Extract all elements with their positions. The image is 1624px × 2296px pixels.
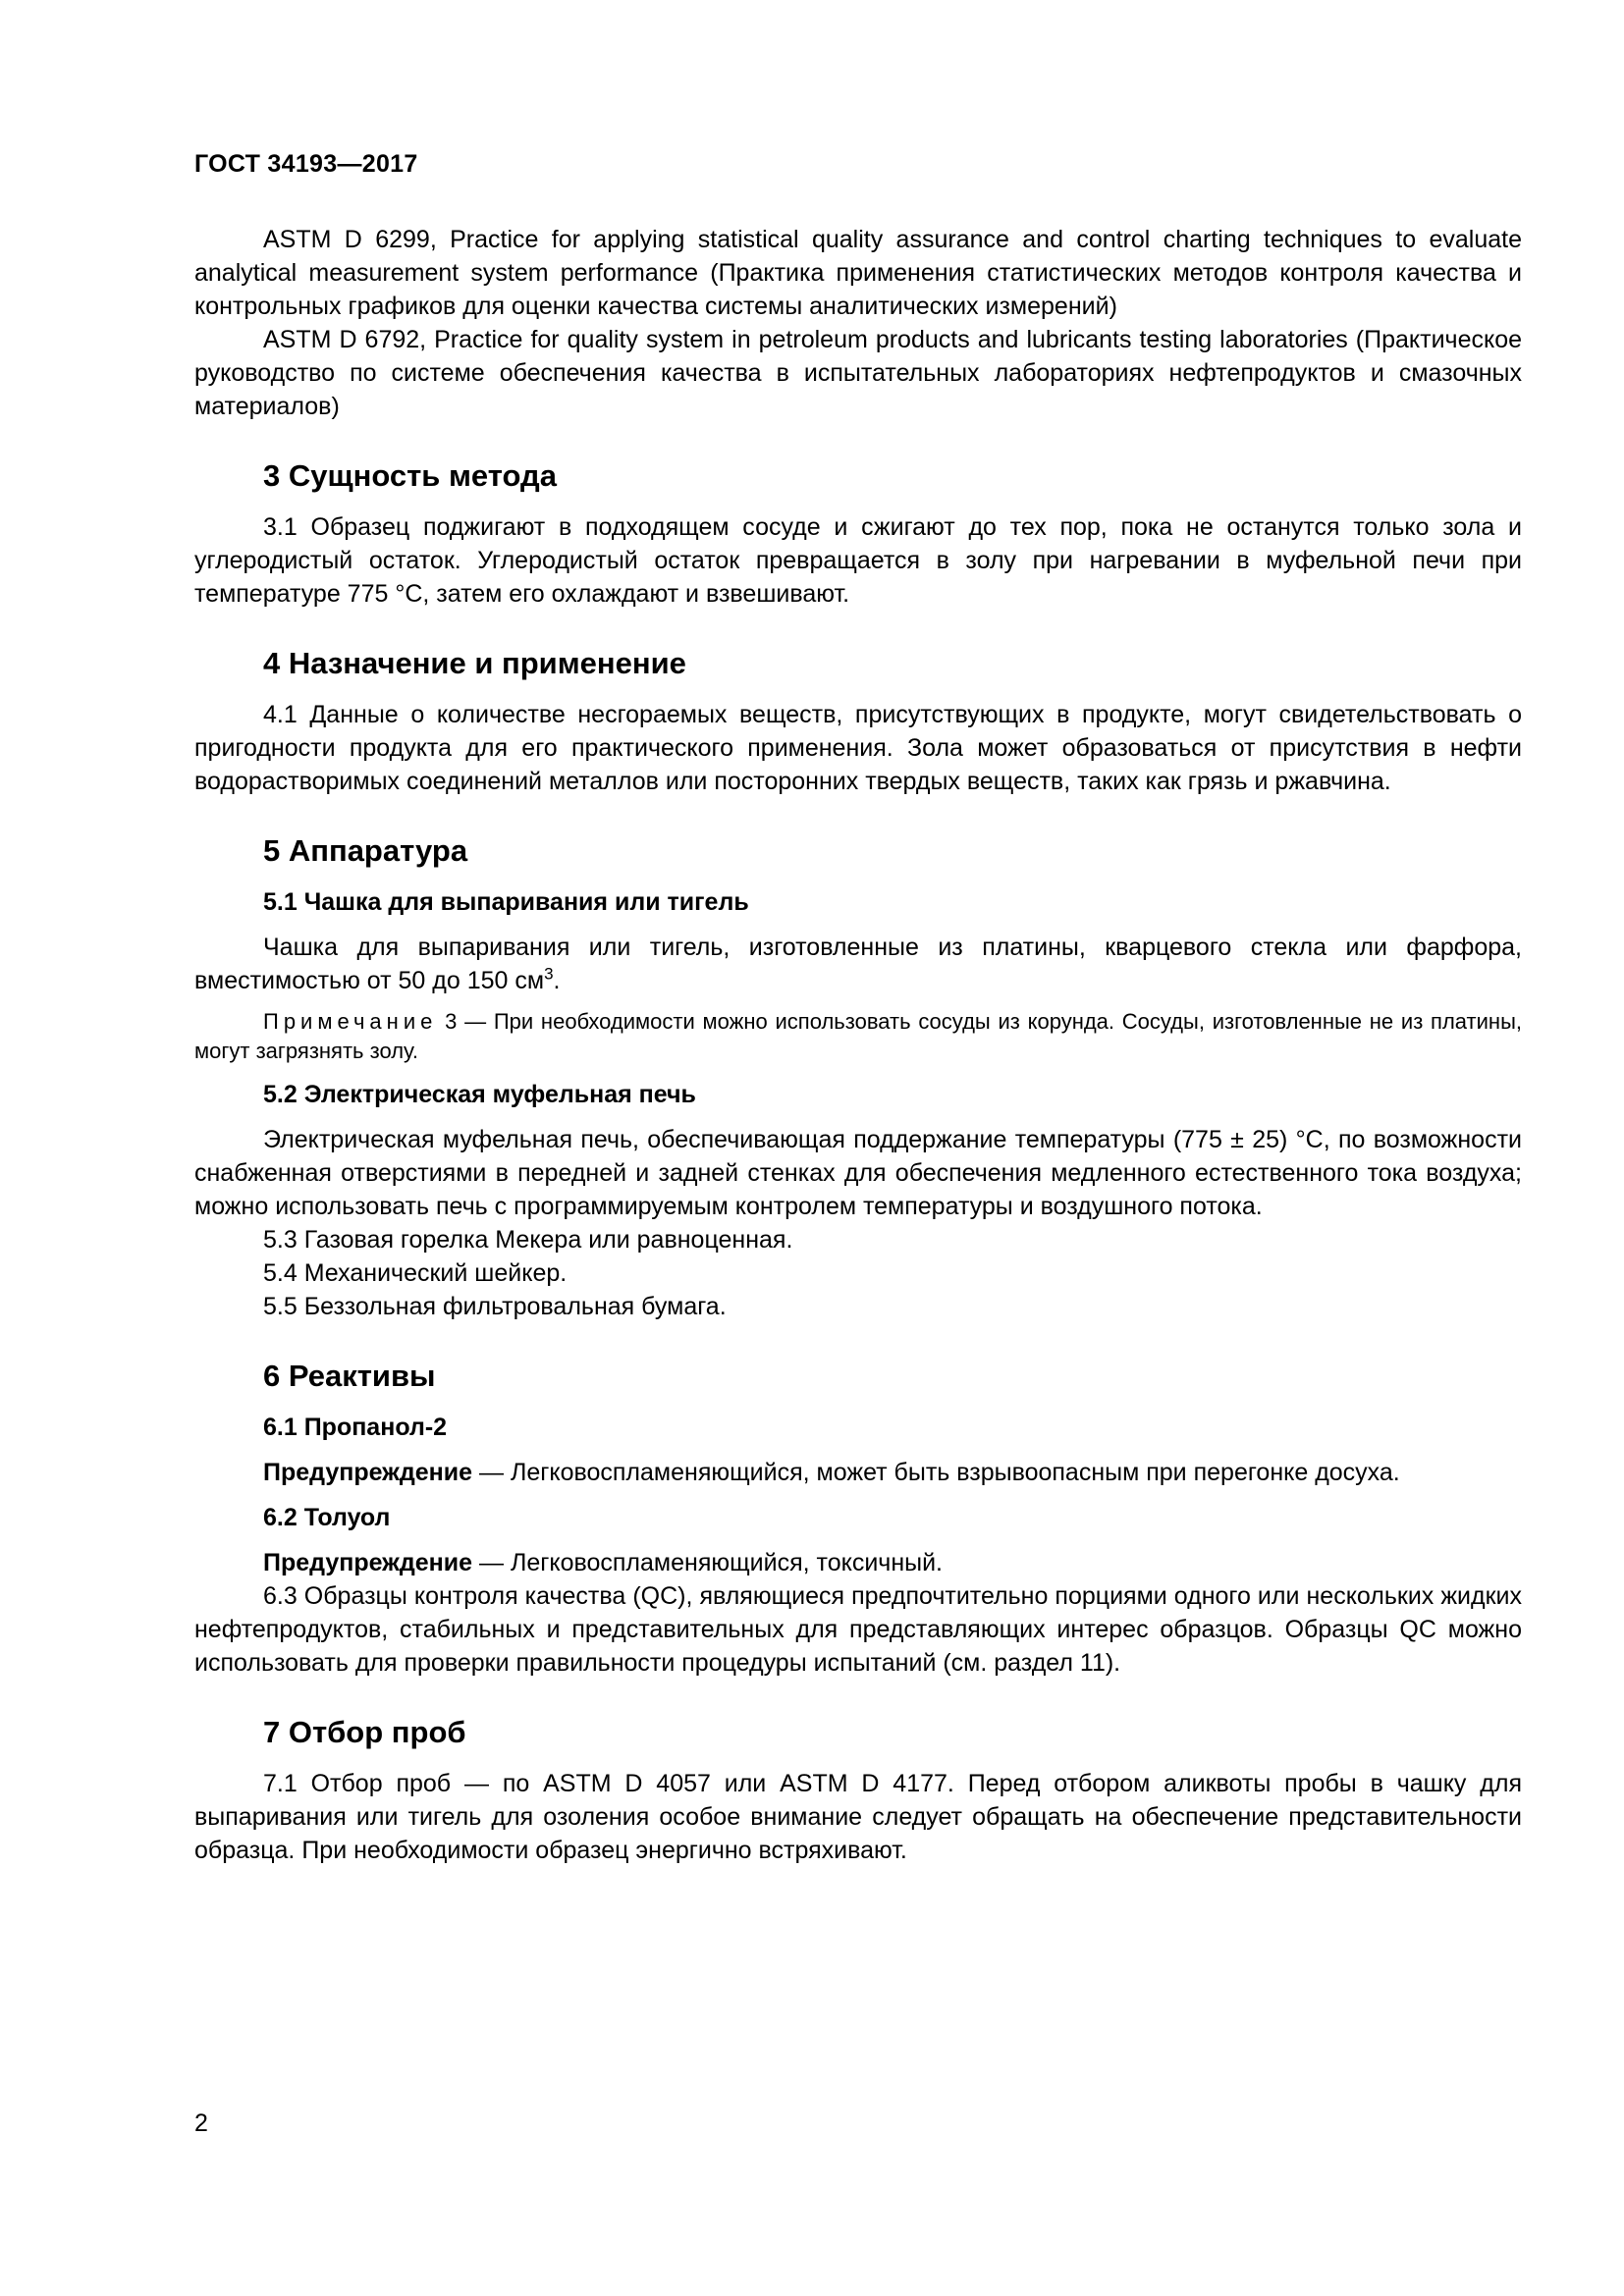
reference-astm-d6299: ASTM D 6299, Practice for applying statistical quality assurance and control charting techniques to evaluate analytical measurement system performance (Практика применения статистических методов контроля качества и контрольных графиков для оценки качества системы аналитических измерений) [194,226,1522,320]
document-code: ГОСТ 34193—2017 [194,150,418,178]
item-6-3: 6.3 Образцы контроля качества (QC), являющиеся предпочтительно порциями одного или нескольких жидких нефтепродуктов, стабильных и представительных для представляющих интерес образцов. Образцы QC можно использовать для проверки правильности процедуры испытаний (см. раздел 11). [194,1582,1522,1677]
paragraph-3-1: 3.1 Образец поджигают в подходящем сосуде и сжигают до тех пор, пока не останутся только зола и углеродистый остаток. Углеродистый остаток превращается в золу при нагревании в муфельной печи при температуре 775 °С, затем его охлаждают и взвешивают. [194,513,1522,608]
note-text: 3 — При необходимости можно использовать сосуды из корунда. Сосуды, изготовленные не из платины, могут загрязнять золу. [194,1009,1522,1063]
subsection-5-1-title: 5.1 Чашка для выпаривания или тигель [263,888,749,916]
item-5-3: 5.3 Газовая горелка Мекера или равноценная. [263,1226,793,1254]
item-5-5: 5.5 Беззольная фильтровальная бумага. [263,1293,727,1320]
warning-label: Предупреждение [263,1459,473,1486]
paragraph-5-1 [194,931,1522,997]
page-content [194,223,1522,1867]
paragraph-4-1: 4.1 Данные о количестве несгораемых веществ, присутствующих в продукте, могут свидетельствовать о пригодности продукта для его практического применения. Зола может образоваться от присутствия в нефти водорастворимых соединений металлов или посторонних твердых веществ, таких как грязь и ржавчина. [194,701,1522,795]
page-number: 2 [194,2109,208,2137]
section-7-title: 7 Отбор проб [263,1715,466,1749]
note-3 [194,1007,1522,1066]
paragraph-5-1-end: . [553,967,561,994]
section-5-title: 5 Аппаратура [263,833,468,868]
note-label: Примечание [263,1009,438,1034]
warning-label: Предупреждение [263,1549,473,1576]
paragraph-5-2: Электрическая муфельная печь, обеспечивающая поддержание температуры (775 ± 25) °С, по возможности снабженная отверстиями в передней и задней стенках для обеспечения медленного естественного тока воздуха; можно использовать печь с программируемым контролем температуры и воздушного потока. [194,1126,1522,1220]
warning-6-1 [194,1456,1522,1489]
section-3-title: 3 Сущность метода [263,458,557,493]
section-4-title: 4 Назначение и применение [263,646,686,680]
warning-6-2 [194,1546,1522,1579]
warning-6-2-text: — Легковоспламеняющийся, токсичный. [472,1549,944,1576]
superscript-3: 3 [544,964,554,984]
subsection-5-2-title: 5.2 Электрическая муфельная печь [263,1081,696,1108]
section-6-title: 6 Реактивы [263,1359,436,1393]
subsection-6-1-title: 6.1 Пропанол-2 [263,1414,448,1441]
paragraph-7-1: 7.1 Отбор проб — по ASTM D 4057 или ASTM D 4177. Перед отбором аликвоты пробы в чашку для выпаривания или тигель для озоления особое внимание следует обращать на обеспечение представительности образца. При необходимости образец энергично встряхивают. [194,1770,1522,1864]
paragraph-5-1-text: Чашка для выпаривания или тигель, изготовленные из платины, кварцевого стекла или фарфора, вместимостью от 50 до 150 см [194,934,1522,994]
subsection-6-2-title: 6.2 Толуол [263,1504,391,1531]
item-5-4: 5.4 Механический шейкер. [263,1259,568,1287]
warning-6-1-text: — Легковоспламеняющийся, может быть взрывоопасным при перегонке досуха. [472,1459,1400,1486]
reference-astm-d6792: ASTM D 6792, Practice for quality system in petroleum products and lubricants testing laboratories (Практическое руководство по системе обеспечения качества в испытательных лабораториях нефтепродуктов и смазочных материалов) [194,326,1522,420]
